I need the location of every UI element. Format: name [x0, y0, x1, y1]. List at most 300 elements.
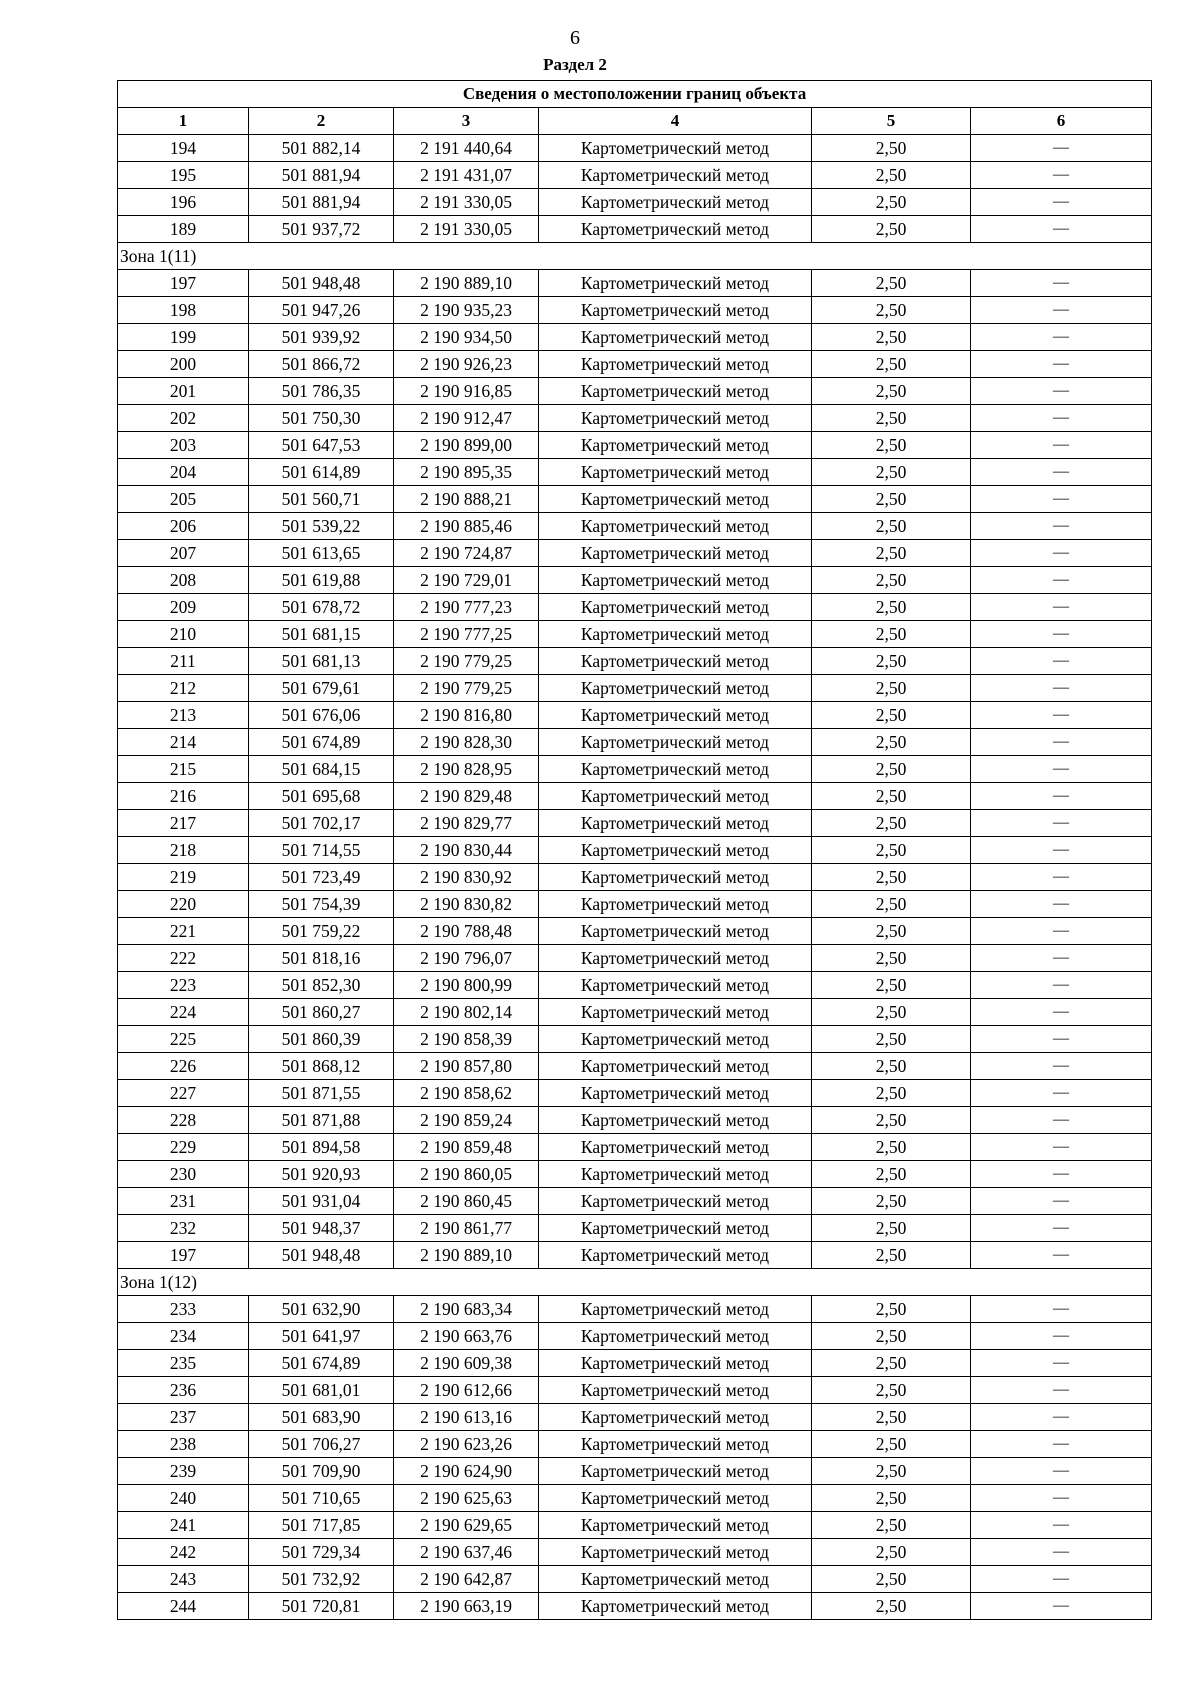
method-cell: Картометрический метод [539, 1512, 812, 1539]
point-number-cell: 196 [118, 189, 249, 216]
point-number-cell: 207 [118, 540, 249, 567]
description-cell: — [971, 1026, 1152, 1053]
x-coordinate-cell: 501 920,93 [249, 1161, 394, 1188]
point-number-cell: 229 [118, 1134, 249, 1161]
table-row [118, 513, 1152, 540]
point-number-cell: 239 [118, 1458, 249, 1485]
y-coordinate-cell: 2 190 895,35 [394, 459, 539, 486]
point-number-cell: 241 [118, 1512, 249, 1539]
accuracy-cell: 2,50 [812, 1458, 971, 1485]
description-cell: — [971, 783, 1152, 810]
accuracy-cell: 2,50 [812, 405, 971, 432]
x-coordinate-cell: 501 614,89 [249, 459, 394, 486]
point-number-cell: 195 [118, 162, 249, 189]
column-number-row [118, 108, 1152, 135]
accuracy-cell: 2,50 [812, 378, 971, 405]
description-cell: — [971, 486, 1152, 513]
method-cell: Картометрический метод [539, 864, 812, 891]
table-row [118, 1404, 1152, 1431]
accuracy-cell: 2,50 [812, 1161, 971, 1188]
table-row [118, 837, 1152, 864]
point-number-cell: 230 [118, 1161, 249, 1188]
point-number-cell: 227 [118, 1080, 249, 1107]
table-row [118, 648, 1152, 675]
method-cell: Картометрический метод [539, 594, 812, 621]
table-row [118, 594, 1152, 621]
table-row [118, 918, 1152, 945]
page-number: 6 [570, 27, 580, 49]
description-cell: — [971, 1323, 1152, 1350]
accuracy-cell: 2,50 [812, 1323, 971, 1350]
table-row [118, 1053, 1152, 1080]
accuracy-cell: 2,50 [812, 945, 971, 972]
accuracy-cell: 2,50 [812, 837, 971, 864]
x-coordinate-cell: 501 717,85 [249, 1512, 394, 1539]
method-cell: Картометрический метод [539, 837, 812, 864]
description-cell: — [971, 621, 1152, 648]
accuracy-cell: 2,50 [812, 1485, 971, 1512]
y-coordinate-cell: 2 190 777,25 [394, 621, 539, 648]
x-coordinate-cell: 501 702,17 [249, 810, 394, 837]
table-row [118, 972, 1152, 999]
method-cell: Картометрический метод [539, 135, 812, 162]
method-cell: Картометрический метод [539, 729, 812, 756]
x-coordinate-cell: 501 882,14 [249, 135, 394, 162]
method-cell: Картометрический метод [539, 1134, 812, 1161]
x-coordinate-cell: 501 560,71 [249, 486, 394, 513]
y-coordinate-cell: 2 190 889,10 [394, 1242, 539, 1269]
description-cell: — [971, 918, 1152, 945]
point-number-cell: 233 [118, 1296, 249, 1323]
x-coordinate-cell: 501 710,65 [249, 1485, 394, 1512]
accuracy-cell: 2,50 [812, 810, 971, 837]
description-cell: — [971, 1350, 1152, 1377]
accuracy-cell: 2,50 [812, 1404, 971, 1431]
y-coordinate-cell: 2 190 861,77 [394, 1215, 539, 1242]
table-row [118, 1161, 1152, 1188]
y-coordinate-cell: 2 190 828,30 [394, 729, 539, 756]
method-cell: Картометрический метод [539, 1431, 812, 1458]
accuracy-cell: 2,50 [812, 216, 971, 243]
x-coordinate-cell: 501 939,92 [249, 324, 394, 351]
method-cell: Картометрический метод [539, 513, 812, 540]
description-cell: — [971, 1161, 1152, 1188]
x-coordinate-cell: 501 641,97 [249, 1323, 394, 1350]
y-coordinate-cell: 2 190 629,65 [394, 1512, 539, 1539]
y-coordinate-cell: 2 190 858,39 [394, 1026, 539, 1053]
accuracy-cell: 2,50 [812, 702, 971, 729]
x-coordinate-cell: 501 706,27 [249, 1431, 394, 1458]
y-coordinate-cell: 2 190 935,23 [394, 297, 539, 324]
description-cell: — [971, 1566, 1152, 1593]
y-coordinate-cell: 2 190 885,46 [394, 513, 539, 540]
y-coordinate-cell: 2 190 857,80 [394, 1053, 539, 1080]
accuracy-cell: 2,50 [812, 1080, 971, 1107]
table-row [118, 297, 1152, 324]
point-number-cell: 224 [118, 999, 249, 1026]
description-cell: — [971, 459, 1152, 486]
method-cell: Картометрический метод [539, 945, 812, 972]
x-coordinate-cell: 501 714,55 [249, 837, 394, 864]
accuracy-cell: 2,50 [812, 648, 971, 675]
x-coordinate-cell: 501 674,89 [249, 1350, 394, 1377]
accuracy-cell: 2,50 [812, 1134, 971, 1161]
method-cell: Картометрический метод [539, 351, 812, 378]
point-number-cell: 240 [118, 1485, 249, 1512]
column-number: 6 [971, 108, 1152, 135]
table-row [118, 378, 1152, 405]
point-number-cell: 236 [118, 1377, 249, 1404]
accuracy-cell: 2,50 [812, 864, 971, 891]
table-row [118, 1188, 1152, 1215]
point-number-cell: 216 [118, 783, 249, 810]
accuracy-cell: 2,50 [812, 459, 971, 486]
point-number-cell: 212 [118, 675, 249, 702]
point-number-cell: 205 [118, 486, 249, 513]
table-row [118, 1107, 1152, 1134]
table-row [118, 189, 1152, 216]
description-cell: — [971, 1188, 1152, 1215]
table-row [118, 459, 1152, 486]
point-number-cell: 228 [118, 1107, 249, 1134]
table-row [118, 621, 1152, 648]
point-number-cell: 201 [118, 378, 249, 405]
point-number-cell: 197 [118, 1242, 249, 1269]
x-coordinate-cell: 501 754,39 [249, 891, 394, 918]
description-cell: — [971, 837, 1152, 864]
x-coordinate-cell: 501 676,06 [249, 702, 394, 729]
method-cell: Картометрический метод [539, 675, 812, 702]
accuracy-cell: 2,50 [812, 1512, 971, 1539]
method-cell: Картометрический метод [539, 918, 812, 945]
y-coordinate-cell: 2 190 724,87 [394, 540, 539, 567]
description-cell: — [971, 1107, 1152, 1134]
x-coordinate-cell: 501 786,35 [249, 378, 394, 405]
method-cell: Картометрический метод [539, 1242, 812, 1269]
method-cell: Картометрический метод [539, 540, 812, 567]
description-cell: — [971, 513, 1152, 540]
x-coordinate-cell: 501 759,22 [249, 918, 394, 945]
accuracy-cell: 2,50 [812, 918, 971, 945]
x-coordinate-cell: 501 818,16 [249, 945, 394, 972]
description-cell: — [971, 999, 1152, 1026]
x-coordinate-cell: 501 684,15 [249, 756, 394, 783]
accuracy-cell: 2,50 [812, 1188, 971, 1215]
y-coordinate-cell: 2 190 609,38 [394, 1350, 539, 1377]
x-coordinate-cell: 501 729,34 [249, 1539, 394, 1566]
description-cell: — [971, 810, 1152, 837]
description-cell: — [971, 1242, 1152, 1269]
description-cell: — [971, 567, 1152, 594]
method-cell: Картометрический метод [539, 297, 812, 324]
method-cell: Картометрический метод [539, 783, 812, 810]
y-coordinate-cell: 2 190 777,23 [394, 594, 539, 621]
y-coordinate-cell: 2 190 926,23 [394, 351, 539, 378]
x-coordinate-cell: 501 881,94 [249, 162, 394, 189]
y-coordinate-cell: 2 190 637,46 [394, 1539, 539, 1566]
accuracy-cell: 2,50 [812, 1566, 971, 1593]
method-cell: Картометрический метод [539, 270, 812, 297]
y-coordinate-cell: 2 190 829,48 [394, 783, 539, 810]
x-coordinate-cell: 501 709,90 [249, 1458, 394, 1485]
y-coordinate-cell: 2 190 889,10 [394, 270, 539, 297]
point-number-cell: 231 [118, 1188, 249, 1215]
table-row [118, 1377, 1152, 1404]
table-row [118, 1242, 1152, 1269]
point-number-cell: 199 [118, 324, 249, 351]
accuracy-cell: 2,50 [812, 972, 971, 999]
y-coordinate-cell: 2 190 779,25 [394, 648, 539, 675]
method-cell: Картометрический метод [539, 459, 812, 486]
method-cell: Картометрический метод [539, 405, 812, 432]
y-coordinate-cell: 2 191 330,05 [394, 216, 539, 243]
y-coordinate-cell: 2 190 729,01 [394, 567, 539, 594]
table-row [118, 810, 1152, 837]
y-coordinate-cell: 2 190 613,16 [394, 1404, 539, 1431]
y-coordinate-cell: 2 191 330,05 [394, 189, 539, 216]
description-cell: — [971, 1377, 1152, 1404]
y-coordinate-cell: 2 190 859,48 [394, 1134, 539, 1161]
description-cell: — [971, 729, 1152, 756]
x-coordinate-cell: 501 539,22 [249, 513, 394, 540]
description-cell: — [971, 1134, 1152, 1161]
point-number-cell: 238 [118, 1431, 249, 1458]
description-cell: — [971, 594, 1152, 621]
x-coordinate-cell: 501 868,12 [249, 1053, 394, 1080]
point-number-cell: 215 [118, 756, 249, 783]
table-row [118, 945, 1152, 972]
accuracy-cell: 2,50 [812, 297, 971, 324]
accuracy-cell: 2,50 [812, 999, 971, 1026]
table-row [118, 675, 1152, 702]
point-number-cell: 242 [118, 1539, 249, 1566]
table-row [118, 864, 1152, 891]
x-coordinate-cell: 501 937,72 [249, 216, 394, 243]
x-coordinate-cell: 501 732,92 [249, 1566, 394, 1593]
point-number-cell: 234 [118, 1323, 249, 1350]
x-coordinate-cell: 501 632,90 [249, 1296, 394, 1323]
table-row [118, 1458, 1152, 1485]
y-coordinate-cell: 2 190 816,80 [394, 702, 539, 729]
x-coordinate-cell: 501 683,90 [249, 1404, 394, 1431]
method-cell: Картометрический метод [539, 1404, 812, 1431]
accuracy-cell: 2,50 [812, 135, 971, 162]
accuracy-cell: 2,50 [812, 729, 971, 756]
point-number-cell: 223 [118, 972, 249, 999]
method-cell: Картометрический метод [539, 891, 812, 918]
column-number: 3 [394, 108, 539, 135]
description-cell: — [971, 378, 1152, 405]
y-coordinate-cell: 2 190 830,92 [394, 864, 539, 891]
accuracy-cell: 2,50 [812, 1026, 971, 1053]
y-coordinate-cell: 2 190 860,45 [394, 1188, 539, 1215]
table-row [118, 702, 1152, 729]
table-row [118, 216, 1152, 243]
x-coordinate-cell: 501 619,88 [249, 567, 394, 594]
y-coordinate-cell: 2 190 802,14 [394, 999, 539, 1026]
method-cell: Картометрический метод [539, 621, 812, 648]
point-number-cell: 194 [118, 135, 249, 162]
description-cell: — [971, 1215, 1152, 1242]
description-cell: — [971, 135, 1152, 162]
point-number-cell: 222 [118, 945, 249, 972]
point-number-cell: 197 [118, 270, 249, 297]
x-coordinate-cell: 501 681,15 [249, 621, 394, 648]
description-cell: — [971, 351, 1152, 378]
table-row [118, 729, 1152, 756]
table-row [118, 540, 1152, 567]
description-cell: — [971, 945, 1152, 972]
method-cell: Картометрический метод [539, 1485, 812, 1512]
x-coordinate-cell: 501 613,65 [249, 540, 394, 567]
y-coordinate-cell: 2 190 830,82 [394, 891, 539, 918]
point-number-cell: 225 [118, 1026, 249, 1053]
y-coordinate-cell: 2 190 828,95 [394, 756, 539, 783]
table-row [118, 432, 1152, 459]
method-cell: Картометрический метод [539, 567, 812, 594]
x-coordinate-cell: 501 948,48 [249, 270, 394, 297]
table-row [118, 1431, 1152, 1458]
x-coordinate-cell: 501 881,94 [249, 189, 394, 216]
method-cell: Картометрический метод [539, 1593, 812, 1620]
description-cell: — [971, 1404, 1152, 1431]
point-number-cell: 235 [118, 1350, 249, 1377]
point-number-cell: 198 [118, 297, 249, 324]
y-coordinate-cell: 2 190 779,25 [394, 675, 539, 702]
description-cell: — [971, 324, 1152, 351]
x-coordinate-cell: 501 723,49 [249, 864, 394, 891]
x-coordinate-cell: 501 866,72 [249, 351, 394, 378]
method-cell: Картометрический метод [539, 1323, 812, 1350]
accuracy-cell: 2,50 [812, 783, 971, 810]
table-row [118, 1323, 1152, 1350]
y-coordinate-cell: 2 190 663,76 [394, 1323, 539, 1350]
y-coordinate-cell: 2 190 625,63 [394, 1485, 539, 1512]
column-number: 1 [118, 108, 249, 135]
x-coordinate-cell: 501 720,81 [249, 1593, 394, 1620]
table-body [118, 135, 1152, 1620]
table-row [118, 1593, 1152, 1620]
description-cell: — [971, 648, 1152, 675]
point-number-cell: 210 [118, 621, 249, 648]
accuracy-cell: 2,50 [812, 513, 971, 540]
method-cell: Картометрический метод [539, 1377, 812, 1404]
x-coordinate-cell: 501 750,30 [249, 405, 394, 432]
description-cell: — [971, 1512, 1152, 1539]
accuracy-cell: 2,50 [812, 1107, 971, 1134]
y-coordinate-cell: 2 190 796,07 [394, 945, 539, 972]
point-number-cell: 232 [118, 1215, 249, 1242]
y-coordinate-cell: 2 190 899,00 [394, 432, 539, 459]
table-row [118, 1485, 1152, 1512]
accuracy-cell: 2,50 [812, 567, 971, 594]
x-coordinate-cell: 501 674,89 [249, 729, 394, 756]
method-cell: Картометрический метод [539, 189, 812, 216]
accuracy-cell: 2,50 [812, 1242, 971, 1269]
point-number-cell: 221 [118, 918, 249, 945]
point-number-cell: 200 [118, 351, 249, 378]
point-number-cell: 219 [118, 864, 249, 891]
x-coordinate-cell: 501 647,53 [249, 432, 394, 459]
table-row [118, 351, 1152, 378]
x-coordinate-cell: 501 948,48 [249, 1242, 394, 1269]
y-coordinate-cell: 2 190 623,26 [394, 1431, 539, 1458]
table-caption-row [118, 81, 1152, 108]
y-coordinate-cell: 2 190 788,48 [394, 918, 539, 945]
accuracy-cell: 2,50 [812, 1431, 971, 1458]
point-number-cell: 208 [118, 567, 249, 594]
description-cell: — [971, 1296, 1152, 1323]
method-cell: Картометрический метод [539, 810, 812, 837]
accuracy-cell: 2,50 [812, 486, 971, 513]
description-cell: — [971, 756, 1152, 783]
accuracy-cell: 2,50 [812, 189, 971, 216]
table-row [118, 1539, 1152, 1566]
table-row [118, 270, 1152, 297]
accuracy-cell: 2,50 [812, 1296, 971, 1323]
point-number-cell: 244 [118, 1593, 249, 1620]
y-coordinate-cell: 2 190 934,50 [394, 324, 539, 351]
description-cell: — [971, 1431, 1152, 1458]
accuracy-cell: 2,50 [812, 675, 971, 702]
description-cell: — [971, 162, 1152, 189]
description-cell: — [971, 405, 1152, 432]
accuracy-cell: 2,50 [812, 1215, 971, 1242]
method-cell: Картометрический метод [539, 1107, 812, 1134]
point-number-cell: 211 [118, 648, 249, 675]
point-number-cell: 209 [118, 594, 249, 621]
method-cell: Картометрический метод [539, 1026, 812, 1053]
zone-label: Зона 1(11) [118, 243, 1152, 270]
table-row [118, 1026, 1152, 1053]
table-row [118, 135, 1152, 162]
point-number-cell: 189 [118, 216, 249, 243]
accuracy-cell: 2,50 [812, 1539, 971, 1566]
method-cell: Картометрический метод [539, 756, 812, 783]
method-cell: Картометрический метод [539, 1053, 812, 1080]
point-number-cell: 243 [118, 1566, 249, 1593]
point-number-cell: 214 [118, 729, 249, 756]
accuracy-cell: 2,50 [812, 1377, 971, 1404]
x-coordinate-cell: 501 860,39 [249, 1026, 394, 1053]
method-cell: Картометрический метод [539, 486, 812, 513]
point-number-cell: 204 [118, 459, 249, 486]
x-coordinate-cell: 501 695,68 [249, 783, 394, 810]
column-number: 4 [539, 108, 812, 135]
table-row [118, 1215, 1152, 1242]
method-cell: Картометрический метод [539, 1080, 812, 1107]
point-number-cell: 202 [118, 405, 249, 432]
accuracy-cell: 2,50 [812, 1053, 971, 1080]
x-coordinate-cell: 501 947,26 [249, 297, 394, 324]
y-coordinate-cell: 2 191 431,07 [394, 162, 539, 189]
y-coordinate-cell: 2 190 829,77 [394, 810, 539, 837]
method-cell: Картометрический метод [539, 1350, 812, 1377]
point-number-cell: 220 [118, 891, 249, 918]
accuracy-cell: 2,50 [812, 756, 971, 783]
description-cell: — [971, 1080, 1152, 1107]
accuracy-cell: 2,50 [812, 594, 971, 621]
table-row [118, 162, 1152, 189]
description-cell: — [971, 1458, 1152, 1485]
method-cell: Картометрический метод [539, 648, 812, 675]
y-coordinate-cell: 2 190 860,05 [394, 1161, 539, 1188]
method-cell: Картометрический метод [539, 972, 812, 999]
method-cell: Картометрический метод [539, 378, 812, 405]
description-cell: — [971, 702, 1152, 729]
method-cell: Картометрический метод [539, 1188, 812, 1215]
table-row [118, 756, 1152, 783]
